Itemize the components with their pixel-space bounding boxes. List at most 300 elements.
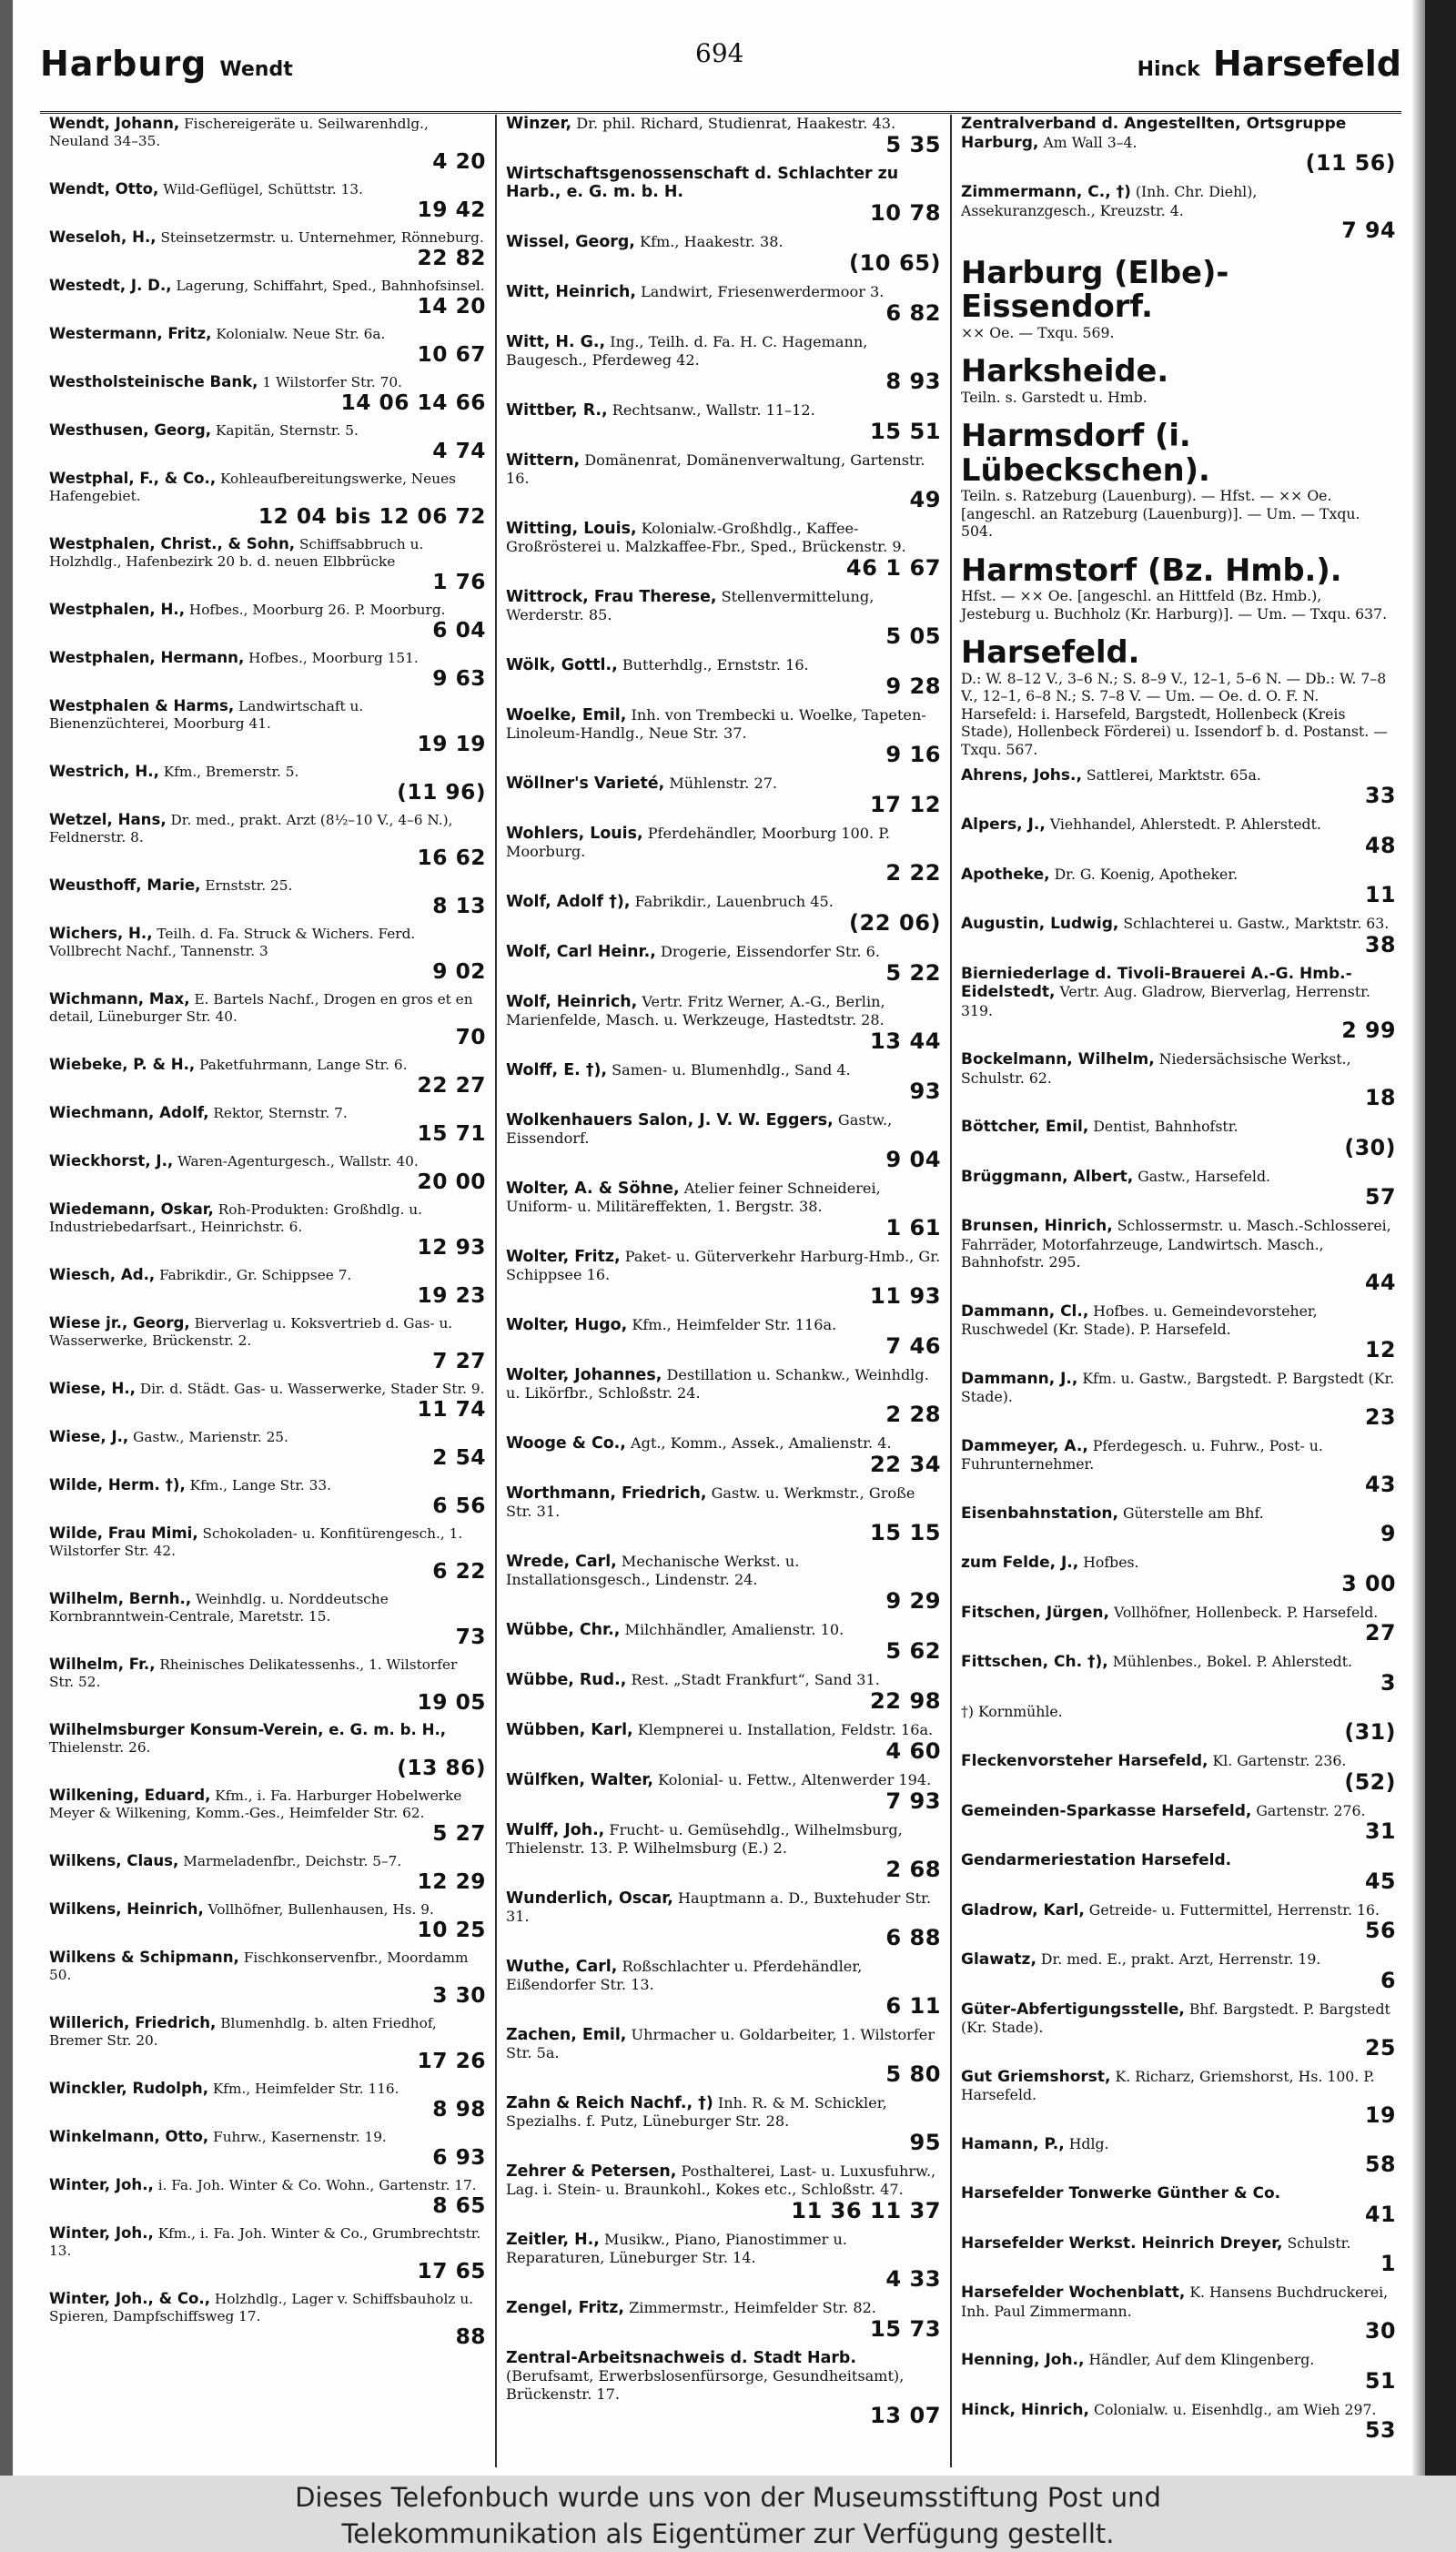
directory-entry (49, 1200, 486, 1259)
phone-number: 22 98 (870, 1688, 941, 1714)
entry-name: Bierniederlage d. Tivoli-Brauerei A.-G. Hmb.-Eidelstedt, (961, 964, 1352, 1001)
entry-name: Wolter, Fritz, (506, 1248, 621, 1266)
footer-line-2: Telekommunikation als Eigentümer zur Verfügung gestellt. (341, 2518, 1115, 2549)
place-title: Harsefeld. (961, 634, 1140, 670)
directory-entry (961, 1901, 1396, 1943)
entry-details: i. Fa. Joh. Winter & Co. Wohn., Gartenstr. 17. (157, 2177, 477, 2193)
header-left (40, 44, 293, 84)
directory-entry (506, 2299, 941, 2341)
entry-details: Hofbes., Moorburg 26. P. Moorburg. (188, 602, 446, 618)
entry-name: Zentral-Arbeitsnachweis d. Stadt Harb. (506, 2349, 856, 2367)
entry-details: Fischkonservenfbr., Moordamm 50. (49, 1949, 469, 1983)
entry-name: Zachen, Emil, (506, 2026, 627, 2044)
entry-details: Gastw., Eissendorf. (506, 1111, 893, 1147)
entry-details: Schiffsabbruch u. Holzhdlg., Hafenbezirk 20 b. d. neuen Elbbrücke (49, 536, 424, 570)
directory-entry (961, 2068, 1396, 2128)
entry-details: Dr. med. E., prakt. Arzt, Herrenstr. 19. (1040, 1950, 1321, 1968)
directory-entry (506, 1316, 941, 1358)
phone-number: 3 (1380, 1669, 1396, 1696)
entry-details: Güterstelle am Bhf. (1122, 1504, 1264, 1522)
entry-name: Winter, Joh., (49, 2176, 154, 2193)
directory-entry (49, 470, 486, 528)
entry-details: Kfm., Heimfelder Str. 116a. (632, 1316, 837, 1333)
directory-entry (506, 1889, 941, 1949)
place-info: D.: W. 8–12 V., 3–6 N.; S. 8–9 V., 12–1, 5–6 N. — Db.: W. 7–8 V., 12–1, 6–8 N.; S. 7–8 V. — Um. — Oe. d. O. F. N. Harsefeld: i. Harsefeld, Bargstedt, Hollenbeck (Kreis Stade), Hollenbeck Förderei) u. Issendorf b. d. Postanst. — Txqu. 567. (961, 669, 1388, 758)
entry-details: Waren-Agenturgesch., Wallstr. 40. (177, 1153, 419, 1170)
phone-number: 2 99 (1341, 1018, 1396, 1043)
entry-name: Wittern, (506, 451, 581, 470)
entry-name: Dammann, Cl., (961, 1301, 1089, 1321)
entry-details: Bierverlag u. Koksvertrieb d. Gas- u. Wasserwerke, Brückenstr. 2. (49, 1315, 453, 1349)
entry-name: Brüggmann, Albert, (961, 1167, 1134, 1186)
directory-entry (49, 601, 486, 642)
directory-entry (49, 1656, 486, 1714)
place-title: Harksheide. (961, 353, 1169, 389)
entry-details: Pferdegesch. u. Fuhrw., Post- u. Fuhrunternehmer. (961, 1436, 1323, 1473)
entry-details: Getreide- u. Futtermittel, Herrenstr. 16. (1088, 1900, 1380, 1919)
phone-number: 15 51 (870, 419, 941, 444)
entry-name: Wolff, E. †), (506, 1061, 608, 1079)
place-info: Teiln. s. Garstedt u. Hmb. (961, 388, 1148, 406)
phone-number: 19 19 (417, 732, 486, 756)
directory-entry (506, 1671, 941, 1713)
directory-entry (961, 1554, 1396, 1595)
directory-entry (961, 1370, 1396, 1430)
entry-details: Landwirt, Friesenwerdermoor 3. (641, 283, 885, 300)
entry-name: Dammeyer, A., (961, 1436, 1088, 1455)
directory-entry (506, 1061, 941, 1103)
footer-credit (0, 2476, 1456, 2552)
entry-name: Wichers, H., (49, 925, 153, 942)
header-left-title: Harburg (40, 44, 207, 84)
phone-number: 22 27 (417, 1073, 486, 1098)
entry-name: Wübben, Karl, (506, 1721, 633, 1739)
entry-details: Schlossermstr. u. Masch.-Schlosserei, Fahrräder, Motorfahrzeuge, Landwirtsch. Masch., Bahnhofstr. 295. (961, 1217, 1391, 1271)
directory-entry (961, 1653, 1396, 1695)
entry-name: Wiese, J., (49, 1428, 129, 1445)
entry-details: Dr. phil. Richard, Studienrat, Haakestr. 43. (576, 115, 896, 132)
phone-number: 9 63 (432, 666, 486, 691)
phone-number: 5 22 (885, 960, 941, 986)
entry-name: Wunderlich, Oscar, (506, 1889, 673, 1908)
entry-details: Butterhdlg., Ernststr. 16. (622, 656, 809, 673)
directory-entry (506, 588, 941, 648)
entry-name: Wohlers, Louis, (506, 825, 643, 843)
entry-details: Zimmermstr., Heimfelder Str. 82. (629, 2299, 876, 2316)
entry-details: Vertr. Aug. Gladrow, Bierverlag, Herrenstr. 319. (961, 983, 1370, 1019)
phone-number: (11 96) (397, 780, 486, 805)
directory-entry (506, 333, 941, 393)
entry-details: Domänenrat, Domänenverwaltung, Gartenstr. 16. (506, 451, 925, 487)
entry-name: Zehrer & Petersen, (506, 2162, 677, 2181)
phone-number: 58 (1365, 2152, 1396, 2177)
phone-number: (13 86) (397, 1756, 486, 1780)
entry-name: Westermann, Fritz, (49, 325, 212, 342)
phone-number: 19 05 (417, 1690, 486, 1715)
phone-number: 6 11 (885, 1993, 941, 2019)
entry-name: Dammann, J., (961, 1369, 1078, 1388)
phone-number: 8 93 (885, 369, 941, 394)
place-heading (961, 256, 1396, 342)
directory-entry (506, 165, 941, 225)
directory-entry (49, 1949, 486, 2007)
entry-details: Thielenstr. 26. (49, 1739, 151, 1756)
phone-number: 1 61 (885, 1215, 941, 1241)
entry-name: Winter, Joh., & Co., (49, 2290, 211, 2307)
directory-entry (961, 2184, 1396, 2226)
directory-entry (961, 1504, 1396, 1546)
entry-name: Alpers, J., (961, 815, 1046, 834)
entry-name: Witting, Louis, (506, 520, 637, 538)
entry-name: Glawatz, (961, 1950, 1036, 1969)
header-rule (40, 111, 1401, 114)
entry-details: Klempnerei u. Installation, Feldstr. 16a. (637, 1721, 934, 1738)
phone-number: 6 56 (432, 1494, 486, 1518)
phone-number: 43 (1365, 1471, 1396, 1497)
entry-details: Drogerie, Eissendorfer Str. 6. (660, 943, 880, 960)
entry-name: Wiesch, Ad., (49, 1266, 156, 1283)
directory-entry (49, 115, 486, 173)
entry-details: Rheinisches Delikatessenhs., 1. Wilstorfer Str. 52. (49, 1656, 458, 1690)
entry-name: Wilkens, Heinrich, (49, 1900, 204, 1918)
phone-number: 15 15 (870, 1520, 941, 1545)
page-number: 694 (695, 38, 744, 68)
phone-number: 4 33 (885, 2266, 941, 2292)
entry-name: Wübbe, Chr., (506, 1621, 621, 1639)
entry-details: Dr. med., prakt. Arzt (8½–10 V., 4–6 N.), Feldnerstr. 8. (49, 812, 453, 846)
phone-number: 13 07 (870, 2403, 941, 2428)
entry-details: Mühlenbes., Bokel. P. Ahlerstedt. (1112, 1653, 1353, 1670)
directory-entry (506, 993, 941, 1053)
entry-name: Hinck, Hinrich, (961, 2400, 1089, 2419)
directory-entry (506, 115, 941, 157)
entry-details: Hofbes. u. Gemeindevorsteher, Ruschwedel (Kr. Stade). P. Harsefeld. (961, 1301, 1318, 1338)
entry-details: Wild-Geflügel, Schüttstr. 13. (163, 181, 363, 197)
directory-entry (506, 1366, 941, 1426)
entry-details: Hofbes., Moorburg 151. (248, 650, 419, 666)
entry-details: Ing., Teilh. d. Fa. H. C. Hagemann, Baugesch., Pferdeweg 42. (506, 333, 868, 369)
directory-page (24, 0, 1401, 2476)
directory-entry (961, 1752, 1396, 1794)
directory-entry (49, 277, 486, 318)
directory-entry (49, 325, 486, 366)
phone-number: 48 (1365, 832, 1396, 858)
entry-details: †) Kornmühle. (961, 1702, 1063, 1720)
entry-details: E. Bartels Nachf., Drogen en gros et en detail, Lüneburger Str. 40. (49, 991, 473, 1025)
entry-name: Winzer, (506, 115, 572, 133)
phone-number: 27 (1365, 1620, 1396, 1646)
directory-entry (49, 373, 486, 414)
phone-number: 2 54 (432, 1445, 486, 1470)
listing-column-2 (495, 115, 950, 2467)
phone-number: (30) (1344, 1134, 1396, 1160)
entry-name: Wulff, Joh., (506, 1821, 605, 1839)
directory-entry (49, 1721, 486, 1779)
entry-details: Dentist, Bahnhofstr. (1093, 1118, 1239, 1135)
directory-entry (961, 1950, 1396, 1992)
phone-number: 5 80 (885, 2061, 941, 2087)
entry-details: Rechtsanw., Wallstr. 11–12. (612, 401, 815, 419)
listing-column-1 (40, 115, 495, 2467)
entry-name: zum Felde, J., (961, 1554, 1079, 1572)
directory-entry (506, 1434, 941, 1476)
phone-number: 9 02 (432, 959, 486, 984)
entry-details: Marmeladenfbr., Deichstr. 5–7. (183, 1853, 402, 1869)
phone-number: 15 71 (417, 1121, 486, 1146)
directory-entry (506, 283, 941, 325)
entry-details: Kolonial- u. Fettw., Altenwerder 194. (658, 1771, 932, 1788)
entry-name: Henning, Joh., (961, 2351, 1085, 2369)
phone-number: 17 26 (417, 2049, 486, 2073)
phone-number: 49 (909, 487, 941, 512)
entry-name: Brunsen, Hinrich, (961, 1217, 1113, 1235)
phone-number: (22 06) (849, 910, 941, 936)
directory-entry (49, 421, 486, 462)
entry-details: Schlachterei u. Gastw., Marktstr. 63. (1123, 915, 1390, 932)
entry-details: Landwirtschaft u. Bienenzüchterei, Moorburg 41. (49, 698, 364, 732)
phone-number: 4 74 (432, 439, 486, 463)
phone-number: 6 93 (432, 2145, 486, 2170)
entry-details: Milchhändler, Amalienstr. 10. (624, 1621, 844, 1638)
entry-details: Inh. R. & M. Schickler, Spezialhs. f. Putz, Lüneburger Str. 28. (506, 2094, 887, 2130)
entry-name: Augustin, Ludwig, (961, 915, 1119, 933)
phone-number: 93 (909, 1079, 941, 1104)
entry-details: Weinhdlg. u. Norddeutsche Kornbranntwein-Centrale, Maretstr. 15. (49, 1591, 389, 1625)
entry-details: Samen- u. Blumenhdlg., Sand 4. (612, 1061, 851, 1079)
phone-number: 10 25 (417, 1918, 486, 1942)
entry-name: Wiese, H., (49, 1380, 136, 1397)
phone-number: 6 (1380, 1967, 1396, 1993)
directory-entry (961, 1050, 1396, 1110)
phone-number: 7 93 (885, 1788, 941, 1814)
entry-name: Westphalen, Hermann, (49, 649, 245, 666)
entry-details: Dr. G. Koenig, Apotheker. (1054, 865, 1239, 883)
entry-details: Kfm., Bremerstr. 5. (163, 764, 299, 780)
directory-entry (49, 2224, 486, 2283)
directory-entry (506, 233, 941, 275)
directory-entry (506, 451, 941, 511)
entry-name: Wirtschaftsgenossenschaft d. Schlachter zu Harb., e. G. m. b. H. (506, 165, 899, 201)
entry-details: Frucht- u. Gemüsehdlg., Wilhelmsburg, Thielenstr. 13. P. Wilhelmsburg (E.) 2. (506, 1821, 903, 1857)
phone-number: 19 23 (417, 1283, 486, 1308)
entry-details: Mechanische Werkst. u. Installationsgesch., Lindenstr. 24. (506, 1553, 800, 1588)
entry-details: Holzhdlg., Lager v. Schiffsbauholz u. Spieren, Dampfschiffsweg 17. (49, 2291, 474, 2324)
entry-name: Willerich, Friedrich, (49, 2014, 217, 2031)
directory-entry (961, 815, 1396, 857)
directory-entry (49, 1380, 486, 1421)
entry-details: Sattlerei, Marktstr. 65a. (1086, 765, 1261, 784)
entry-details: Gastw. u. Werkmstr., Große Str. 31. (506, 1484, 915, 1520)
phone-number: 17 12 (870, 792, 941, 817)
phone-number: 9 28 (885, 673, 941, 699)
directory-entry (506, 1721, 941, 1763)
phone-number: 14 20 (417, 294, 486, 319)
entry-details: Inh. von Trembecki u. Woelke, Tapeten-Linoleum-Handlg., Neue Str. 37. (506, 706, 926, 742)
entry-details: Vollhöfner, Bullenhausen, Hs. 9. (207, 1901, 434, 1918)
directory-entry (49, 1787, 486, 1845)
directory-entry (49, 990, 486, 1048)
phone-number: 22 82 (417, 246, 486, 270)
entry-name: Güter-Abfertigungsstelle, (961, 2000, 1185, 2019)
phone-number: 9 (1380, 1521, 1396, 1546)
entry-name: Winckler, Rudolph, (49, 2080, 208, 2097)
entry-name: Wiechmann, Adolf, (49, 1104, 209, 1121)
phone-number: 20 00 (417, 1170, 486, 1194)
directory-entry (506, 1111, 941, 1171)
entry-name: Hamann, P., (961, 2134, 1065, 2153)
entry-details: Blumenhdlg. b. alten Friedhof, Bremer Str. 20. (49, 2015, 437, 2049)
entry-details: Kfm., i. Fa. Harburger Hobelwerke Meyer & Wilkening, Komm.-Ges., Heimfelder Str. 62. (49, 1787, 462, 1821)
entry-details: Atelier feiner Schneiderei, Uniform- u. Militäreffekten, 1. Bergstr. 38. (506, 1180, 881, 1215)
entry-name: Ahrens, Johs., (961, 765, 1082, 785)
directory-entry (961, 2000, 1396, 2061)
phone-number: 17 65 (417, 2259, 486, 2284)
entry-name: Wilkens, Claus, (49, 1852, 179, 1869)
entry-name: Wilkening, Eduard, (49, 1787, 211, 1804)
entry-details: Roh-Produkten: Großhdlg. u. Industriebedarfsart., Heinrichstr. 6. (49, 1201, 422, 1235)
entry-name: Wendt, Otto, (49, 180, 159, 197)
phone-number: 9 04 (885, 1147, 941, 1172)
entry-name: Fitschen, Jürgen, (961, 1603, 1109, 1622)
entry-name: Westhusen, Georg, (49, 421, 212, 439)
entry-name: Wolter, Hugo, (506, 1316, 628, 1334)
entry-name: Westrich, H., (49, 763, 159, 780)
directory-entry (49, 1314, 486, 1372)
entry-name: Wilhelm, Fr., (49, 1656, 156, 1673)
phone-number: 11 36 11 37 (791, 2198, 941, 2223)
phone-number: 1 (1380, 2251, 1396, 2276)
place-title: Harmsdorf (i. Lübeckschen). (961, 418, 1210, 488)
entry-name: Harsefelder Tonwerke Günther & Co. (961, 2184, 1281, 2203)
entry-name: Wolter, A. & Söhne, (506, 1180, 680, 1198)
scan-edge-right (1425, 0, 1456, 2476)
phone-number: 31 (1365, 1818, 1396, 1844)
entry-details: Hdlg. (1068, 2134, 1109, 2152)
entry-name: Weseloh, H., (49, 228, 157, 246)
entry-details: Kolonialw.-Großhdlg., Kaffee-Großrösterei u. Malzkaffee-Fbr., Sped., Brückenstr. 9. (506, 520, 906, 555)
entry-name: Wölk, Gottl., (506, 656, 618, 674)
header-right-title: Harsefeld (1212, 44, 1401, 84)
phone-number: 15 73 (870, 2316, 941, 2342)
directory-entry (49, 535, 486, 593)
entry-name: Gut Griemshorst, (961, 2067, 1111, 2086)
entry-name: Wittber, R., (506, 401, 608, 420)
phone-number: 5 35 (885, 132, 941, 157)
entry-name: Gladrow, Karl, (961, 1900, 1085, 1919)
entry-name: Wittrock, Frau Therese, (506, 588, 717, 606)
phone-number: 8 98 (432, 2097, 486, 2122)
entry-name: Gemeinden-Sparkasse Harsefeld, (961, 1801, 1252, 1820)
footer-line-1: Dieses Telefonbuch wurde uns von der Museumsstiftung Post und (295, 2482, 1161, 2513)
phone-number: (11 56) (1305, 150, 1396, 176)
phone-number: 46 1 67 (845, 555, 941, 581)
entry-details: Dir. d. Städt. Gas- u. Wasserwerke, Stader Str. 9. (139, 1381, 485, 1397)
phone-number: 19 (1365, 2101, 1396, 2128)
directory-entry (49, 925, 486, 983)
phone-number: 11 74 (417, 1397, 486, 1422)
directory-entry (506, 1958, 941, 2018)
directory-entry (49, 1590, 486, 1648)
directory-entry (49, 649, 486, 690)
entry-details: Pferdehändler, Moorburg 100. P. Moorburg. (506, 825, 890, 860)
directory-entry (49, 1524, 486, 1583)
entry-details: Roßschlachter u. Pferdehändler, Eißendorfer Str. 13. (506, 1958, 863, 1993)
entry-name: Wilhelm, Bernh., (49, 1590, 192, 1607)
entry-details: Fabrikdir., Gr. Schippsee 7. (159, 1267, 352, 1283)
entry-name: Zengel, Fritz, (506, 2299, 624, 2317)
directory-entry (506, 2162, 941, 2223)
directory-entry (49, 1104, 486, 1145)
entry-details: Kfm., Haakestr. 38. (640, 233, 784, 250)
directory-entry (506, 706, 941, 766)
directory-entry (506, 2231, 941, 2291)
entry-name: Eisenbahnstation, (961, 1504, 1118, 1523)
directory-entry (961, 2284, 1396, 2344)
entry-name: Wilde, Frau Mimi, (49, 1524, 198, 1542)
entry-details: Viehhandel, Ahlerstedt. P. Ahlerstedt. (1049, 815, 1321, 833)
directory-entry (506, 825, 941, 885)
place-info: Hfst. — ×× Oe. [angeschl. an Hittfeld (Bz. Hmb.), Jesteburg u. Buchholz (Kr. Harburg)]. — Um. — Txqu. 637. (961, 587, 1388, 623)
phone-number: 9 29 (885, 1588, 941, 1614)
phone-number: 6 82 (885, 300, 941, 326)
entry-details: Kolonialw. Neue Str. 6a. (216, 326, 386, 342)
entry-details: Kfm., i. Fa. Joh. Winter & Co., Grumbrechtstr. 13. (49, 2225, 481, 2259)
phone-number: 22 34 (870, 1452, 941, 1477)
entry-name: Westphalen & Harms, (49, 697, 235, 714)
entry-name: Wissel, Georg, (506, 233, 635, 251)
phone-number: 23 (1365, 1403, 1396, 1430)
entry-details: Kfm. u. Gastw., Bargstedt. P. Bargstedt (Kr. Stade). (961, 1369, 1395, 1405)
entry-name: Wolf, Heinrich, (506, 993, 638, 1011)
entry-name: Westphalen, H., (49, 601, 185, 618)
phone-number: 5 62 (885, 1638, 941, 1664)
listing-column-3 (950, 115, 1405, 2467)
directory-entry (961, 1217, 1396, 1294)
entry-name: Woelke, Emil, (506, 706, 627, 724)
directory-entry (506, 1248, 941, 1308)
phone-number: 3 00 (1341, 1570, 1396, 1596)
entry-name: Wilhelmsburger Konsum-Verein, e. G. m. b. H., (49, 1721, 447, 1738)
phone-number: 13 44 (870, 1028, 941, 1054)
entry-details: Bhf. Bargstedt. P. Bargstedt (Kr. Stade). (961, 2000, 1390, 2036)
entry-details: Stellenvermittelung, Werderstr. 85. (506, 588, 875, 623)
phone-number: 1 76 (432, 570, 486, 594)
directory-entry (506, 1553, 941, 1613)
entry-name: Fittschen, Ch. †), (961, 1653, 1108, 1671)
phone-number: 12 93 (417, 1235, 486, 1260)
directory-entry (506, 2349, 941, 2427)
phone-number: 6 04 (432, 618, 486, 643)
directory-entry (49, 1476, 486, 1517)
entry-details: Vertr. Fritz Werner, A.-G., Berlin, Marienfelde, Masch. u. Werkzeuge, Hastedtstr. 28. (506, 993, 885, 1028)
entry-details: Hofbes. (1083, 1554, 1139, 1571)
entry-name: Wolf, Adolf †), (506, 893, 631, 911)
entry-name: Wübbe, Rud., (506, 1671, 627, 1689)
directory-entry (49, 1056, 486, 1097)
entry-name: Wieckhorst, J., (49, 1152, 174, 1170)
entry-details: Kapitän, Sternstr. 5. (215, 422, 359, 439)
phone-number: 11 (1365, 882, 1396, 907)
phone-number: 19 42 (417, 197, 486, 222)
phone-number: 9 16 (885, 742, 941, 767)
entry-details: Uhrmacher u. Goldarbeiter, 1. Wilstorfer Str. 5a. (506, 2026, 935, 2061)
entry-details: Händler, Auf dem Klingenberg. (1088, 2351, 1315, 2368)
phone-number: 2 22 (885, 860, 941, 886)
directory-entry (961, 1851, 1396, 1893)
entry-details: K. Hansens Buchdruckerei, Inh. Paul Zimmermann. (961, 2284, 1389, 2320)
entry-details: Schulstr. (1287, 2233, 1351, 2252)
phone-number: (31) (1344, 1719, 1396, 1745)
